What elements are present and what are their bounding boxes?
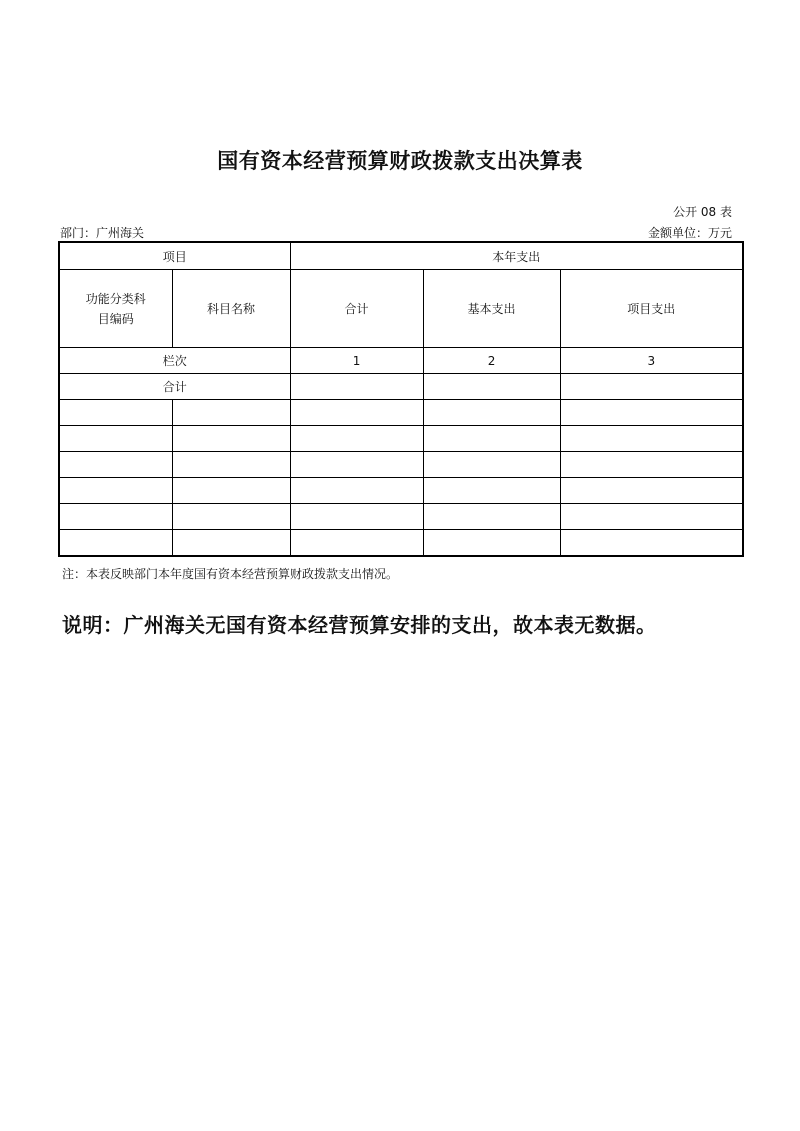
empty-cell bbox=[560, 504, 743, 530]
total-cell bbox=[290, 374, 423, 400]
empty-cell bbox=[172, 452, 290, 478]
empty-cell bbox=[423, 504, 560, 530]
amount-unit-label: 金额单位：万元 bbox=[647, 226, 732, 240]
row-total-label: 合计 bbox=[59, 374, 290, 400]
empty-cell bbox=[423, 530, 560, 557]
explanation-text: 说明：广州海关无国有资本经营预算安排的支出，故本表无数据。 bbox=[62, 613, 657, 637]
col-header-basic-expenditure: 基本支出 bbox=[423, 270, 560, 348]
empty-cell bbox=[172, 426, 290, 452]
table-note: 注：本表反映部门本年度国有资本经营预算财政拨款支出情况。 bbox=[62, 567, 399, 581]
header-current-year-expenditure: 本年支出 bbox=[290, 242, 743, 270]
empty-cell bbox=[172, 504, 290, 530]
empty-cell bbox=[172, 530, 290, 557]
empty-cell bbox=[59, 530, 172, 557]
col-header-total: 合计 bbox=[290, 270, 423, 348]
empty-cell bbox=[172, 400, 290, 426]
empty-cell bbox=[560, 400, 743, 426]
index-2: 2 bbox=[423, 348, 560, 374]
empty-cell bbox=[560, 452, 743, 478]
col-header-project-expenditure: 项目支出 bbox=[560, 270, 743, 348]
empty-cell bbox=[423, 452, 560, 478]
table-row bbox=[59, 530, 743, 557]
expenditure-table bbox=[58, 241, 744, 557]
total-cell bbox=[423, 374, 560, 400]
col-header-function-code bbox=[59, 270, 172, 348]
empty-cell bbox=[172, 478, 290, 504]
index-1: 1 bbox=[290, 348, 423, 374]
table-row bbox=[59, 452, 743, 478]
table-row bbox=[59, 478, 743, 504]
row-index-label: 栏次 bbox=[59, 348, 290, 374]
table-row bbox=[59, 400, 743, 426]
form-number: 公开 08 表 bbox=[673, 205, 732, 219]
empty-cell bbox=[423, 400, 560, 426]
table-row bbox=[59, 426, 743, 452]
department-label: 部门：广州海关 bbox=[60, 226, 145, 240]
empty-cell bbox=[290, 400, 423, 426]
empty-cell bbox=[560, 426, 743, 452]
col-header-subject-name: 科目名称 bbox=[172, 270, 290, 348]
empty-cell bbox=[290, 426, 423, 452]
col-header-function-code-text: 功能分类科目编码 bbox=[85, 291, 146, 326]
header-project: 项目 bbox=[59, 242, 290, 270]
empty-cell bbox=[290, 530, 423, 557]
empty-cell bbox=[290, 452, 423, 478]
empty-cell bbox=[59, 478, 172, 504]
empty-cell bbox=[290, 478, 423, 504]
empty-cell bbox=[59, 426, 172, 452]
total-cell bbox=[560, 374, 743, 400]
table-row bbox=[59, 504, 743, 530]
page-title: 国有资本经营预算财政拨款支出决算表 bbox=[217, 148, 583, 173]
empty-cell bbox=[560, 478, 743, 504]
empty-cell bbox=[290, 504, 423, 530]
empty-cell bbox=[59, 504, 172, 530]
empty-cell bbox=[59, 452, 172, 478]
empty-cell bbox=[423, 426, 560, 452]
empty-cell bbox=[423, 478, 560, 504]
index-3: 3 bbox=[560, 348, 743, 374]
empty-cell bbox=[59, 400, 172, 426]
empty-cell bbox=[560, 530, 743, 557]
